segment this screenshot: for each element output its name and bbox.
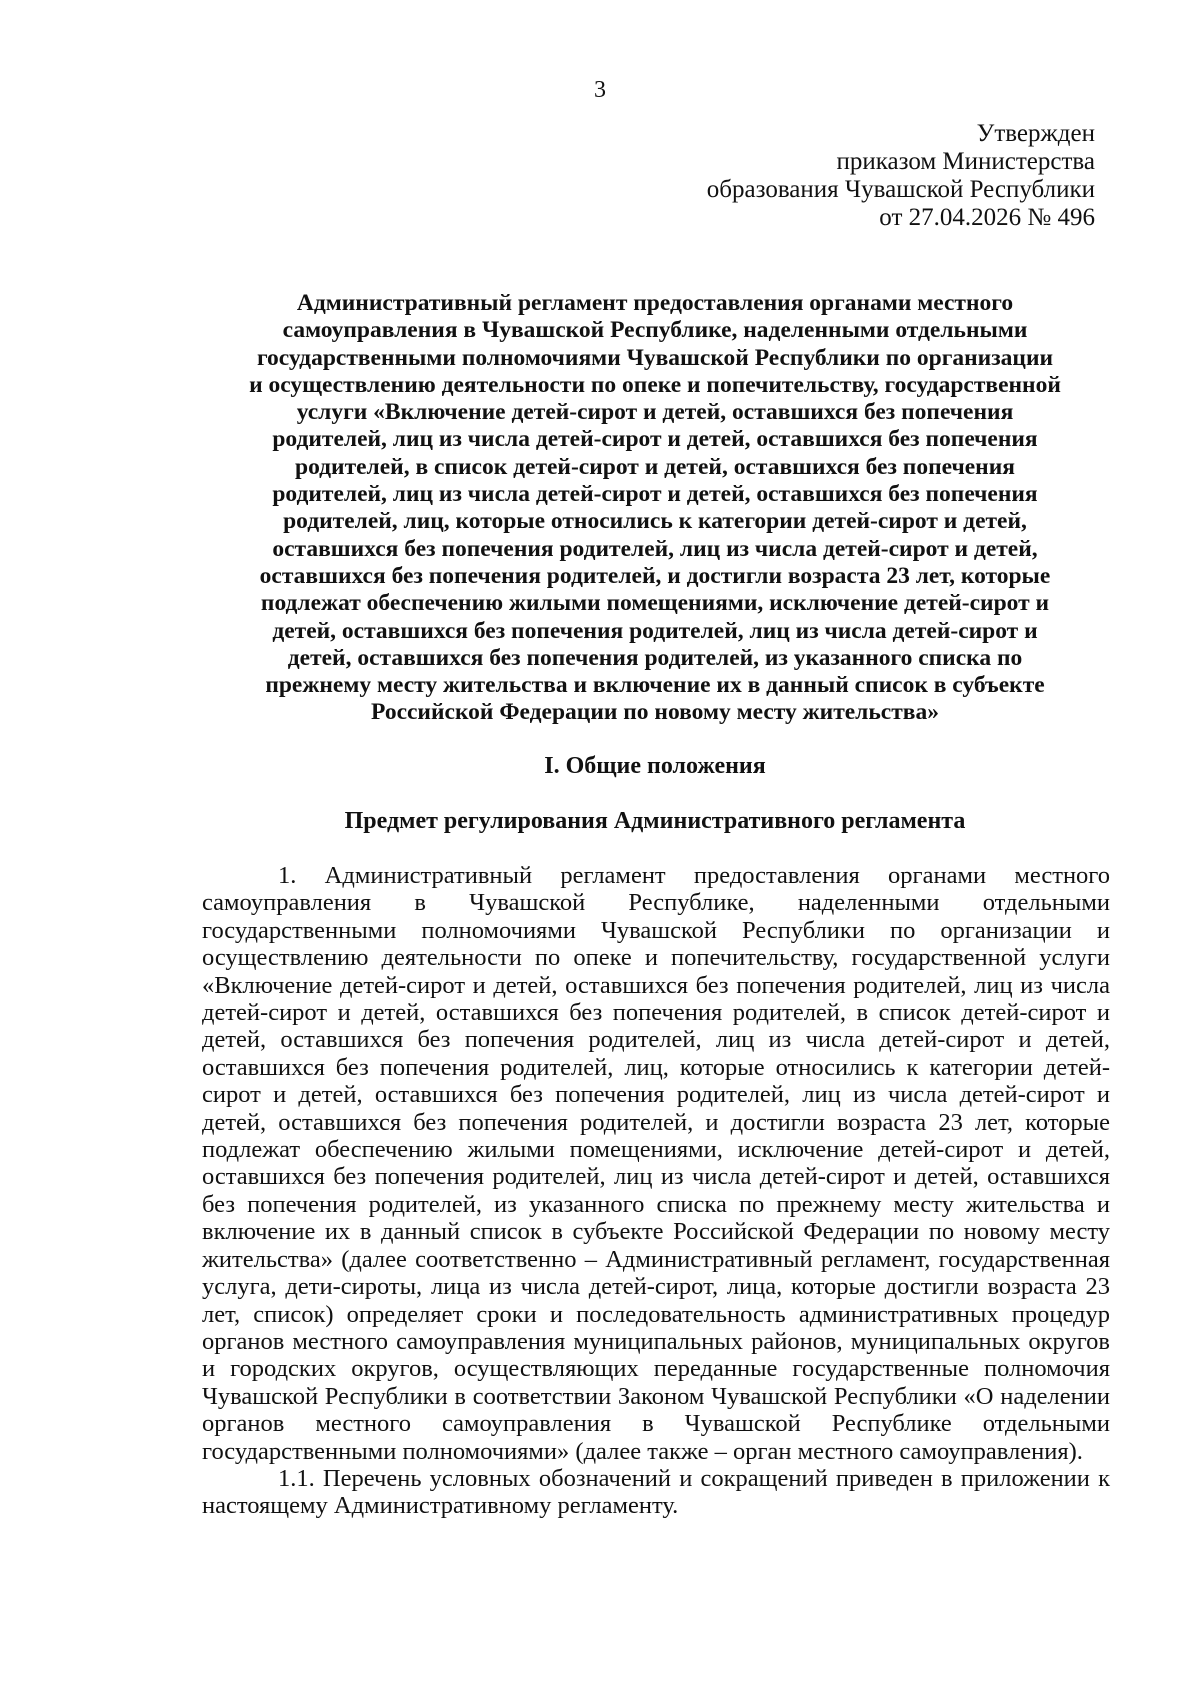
title-line: Административный регламент предоставления органами местного bbox=[296, 290, 1014, 316]
paragraph: 1. Административный регламент предоставления органами местного самоуправления в Чувашской Республике, наделенными отдельными государственными полномочиями Чувашской Республики по организации и осуществлению деятельности по опеке и попечительству, государственной услуги «Включение детей-сирот и детей, оставшихся без попечения родителей, лиц из числа детей-сирот и детей, оставшихся без попечения родителей, в список детей-сирот и детей, оставшихся без попечения родителей, лиц из числа детей-сирот и детей, оставшихся без попечения родителей, лиц, которые относились к категории детей-сирот и детей, оставшихся без попечения родителей, лиц из числа детей-сирот и детей, оставшихся без попечения родителей, и достигли возраста 23 лет, которые подлежат обеспечению жилыми помещениями, исключение детей-сирот и детей, оставшихся без попечения родителей, лиц из числа детей-сирот и детей, оставшихся без попечения родителей, из указанного списка по прежнему месту жительства и включение их в данный список в субъекте Российской Федерации по новому месту жительства» (далее соответственно – Административный регламент, государственная услуга, дети-сироты, лица из числа детей-сирот, лица, которые достигли возраста 23 лет, список) определяет сроки и последовательность административных процедур органов местного самоуправления муниципальных районов, муниципальных округов и городских округов, осуществляющих переданные государственные полномочия Чувашской Республики в соответствии Законом Чувашской Республики «О наделении органов местного самоуправления в Чувашской Республике отдельными государственными полномочиями» (далее также – орган местного самоуправления). bbox=[202, 862, 1110, 1465]
title-line: детей, оставшихся без попечения родителей, из указанного списка по bbox=[287, 644, 1023, 671]
section-heading: I. Общие положения bbox=[544, 753, 766, 779]
paragraph: 1.1. Перечень условных обозначений и сокращений приведен в приложении к настоящему Административному регламенту. bbox=[202, 1464, 1110, 1520]
title-line: прежнему месту жительства и включение их в данный список в субъекте bbox=[265, 672, 1045, 699]
approval-line: приказом Министерства bbox=[836, 148, 1095, 175]
title-line: самоуправления в Чувашской Республике, наделенными отдельными bbox=[282, 317, 1028, 344]
approval-block bbox=[707, 120, 1095, 232]
document-title bbox=[195, 290, 1115, 727]
document-body bbox=[202, 862, 1110, 1520]
approval-line: Утвержден bbox=[976, 120, 1095, 147]
title-line: родителей, лиц, которые относились к категории детей-сирот и детей, bbox=[283, 508, 1027, 535]
title-line: оставшихся без попечения родителей, лиц из числа детей-сирот и детей, bbox=[272, 535, 1038, 562]
title-line: родителей, лиц из числа детей-сирот и детей, оставшихся без попечения bbox=[272, 426, 1038, 453]
title-line: детей, оставшихся без попечения родителей, лиц из числа детей-сирот и bbox=[272, 617, 1038, 644]
title-line: государственными полномочиями Чувашской Республики по организации bbox=[256, 344, 1054, 371]
title-line: Российской Федерации по новому месту жительства» bbox=[371, 699, 939, 726]
title-line: и осуществлению деятельности по опеке и попечительству, государственной bbox=[249, 371, 1061, 398]
subsection-heading: Предмет регулирования Административного регламента bbox=[344, 808, 966, 834]
title-line: услуги «Включение детей-сирот и детей, оставшихся без попечения bbox=[296, 399, 1014, 426]
title-line: оставшихся без попечения родителей, и достигли возраста 23 лет, которые bbox=[259, 562, 1051, 589]
approval-line: от 27.04.2026 № 496 bbox=[879, 204, 1095, 231]
title-line: родителей, лиц из числа детей-сирот и детей, оставшихся без попечения bbox=[272, 481, 1038, 508]
approval-line: образования Чувашской Республики bbox=[706, 176, 1095, 203]
title-line: подлежат обеспечению жилыми помещениями, исключение детей-сирот и bbox=[260, 590, 1050, 617]
page-number: 3 bbox=[594, 77, 606, 103]
title-line: родителей, в список детей-сирот и детей, оставшихся без попечения bbox=[295, 453, 1015, 480]
